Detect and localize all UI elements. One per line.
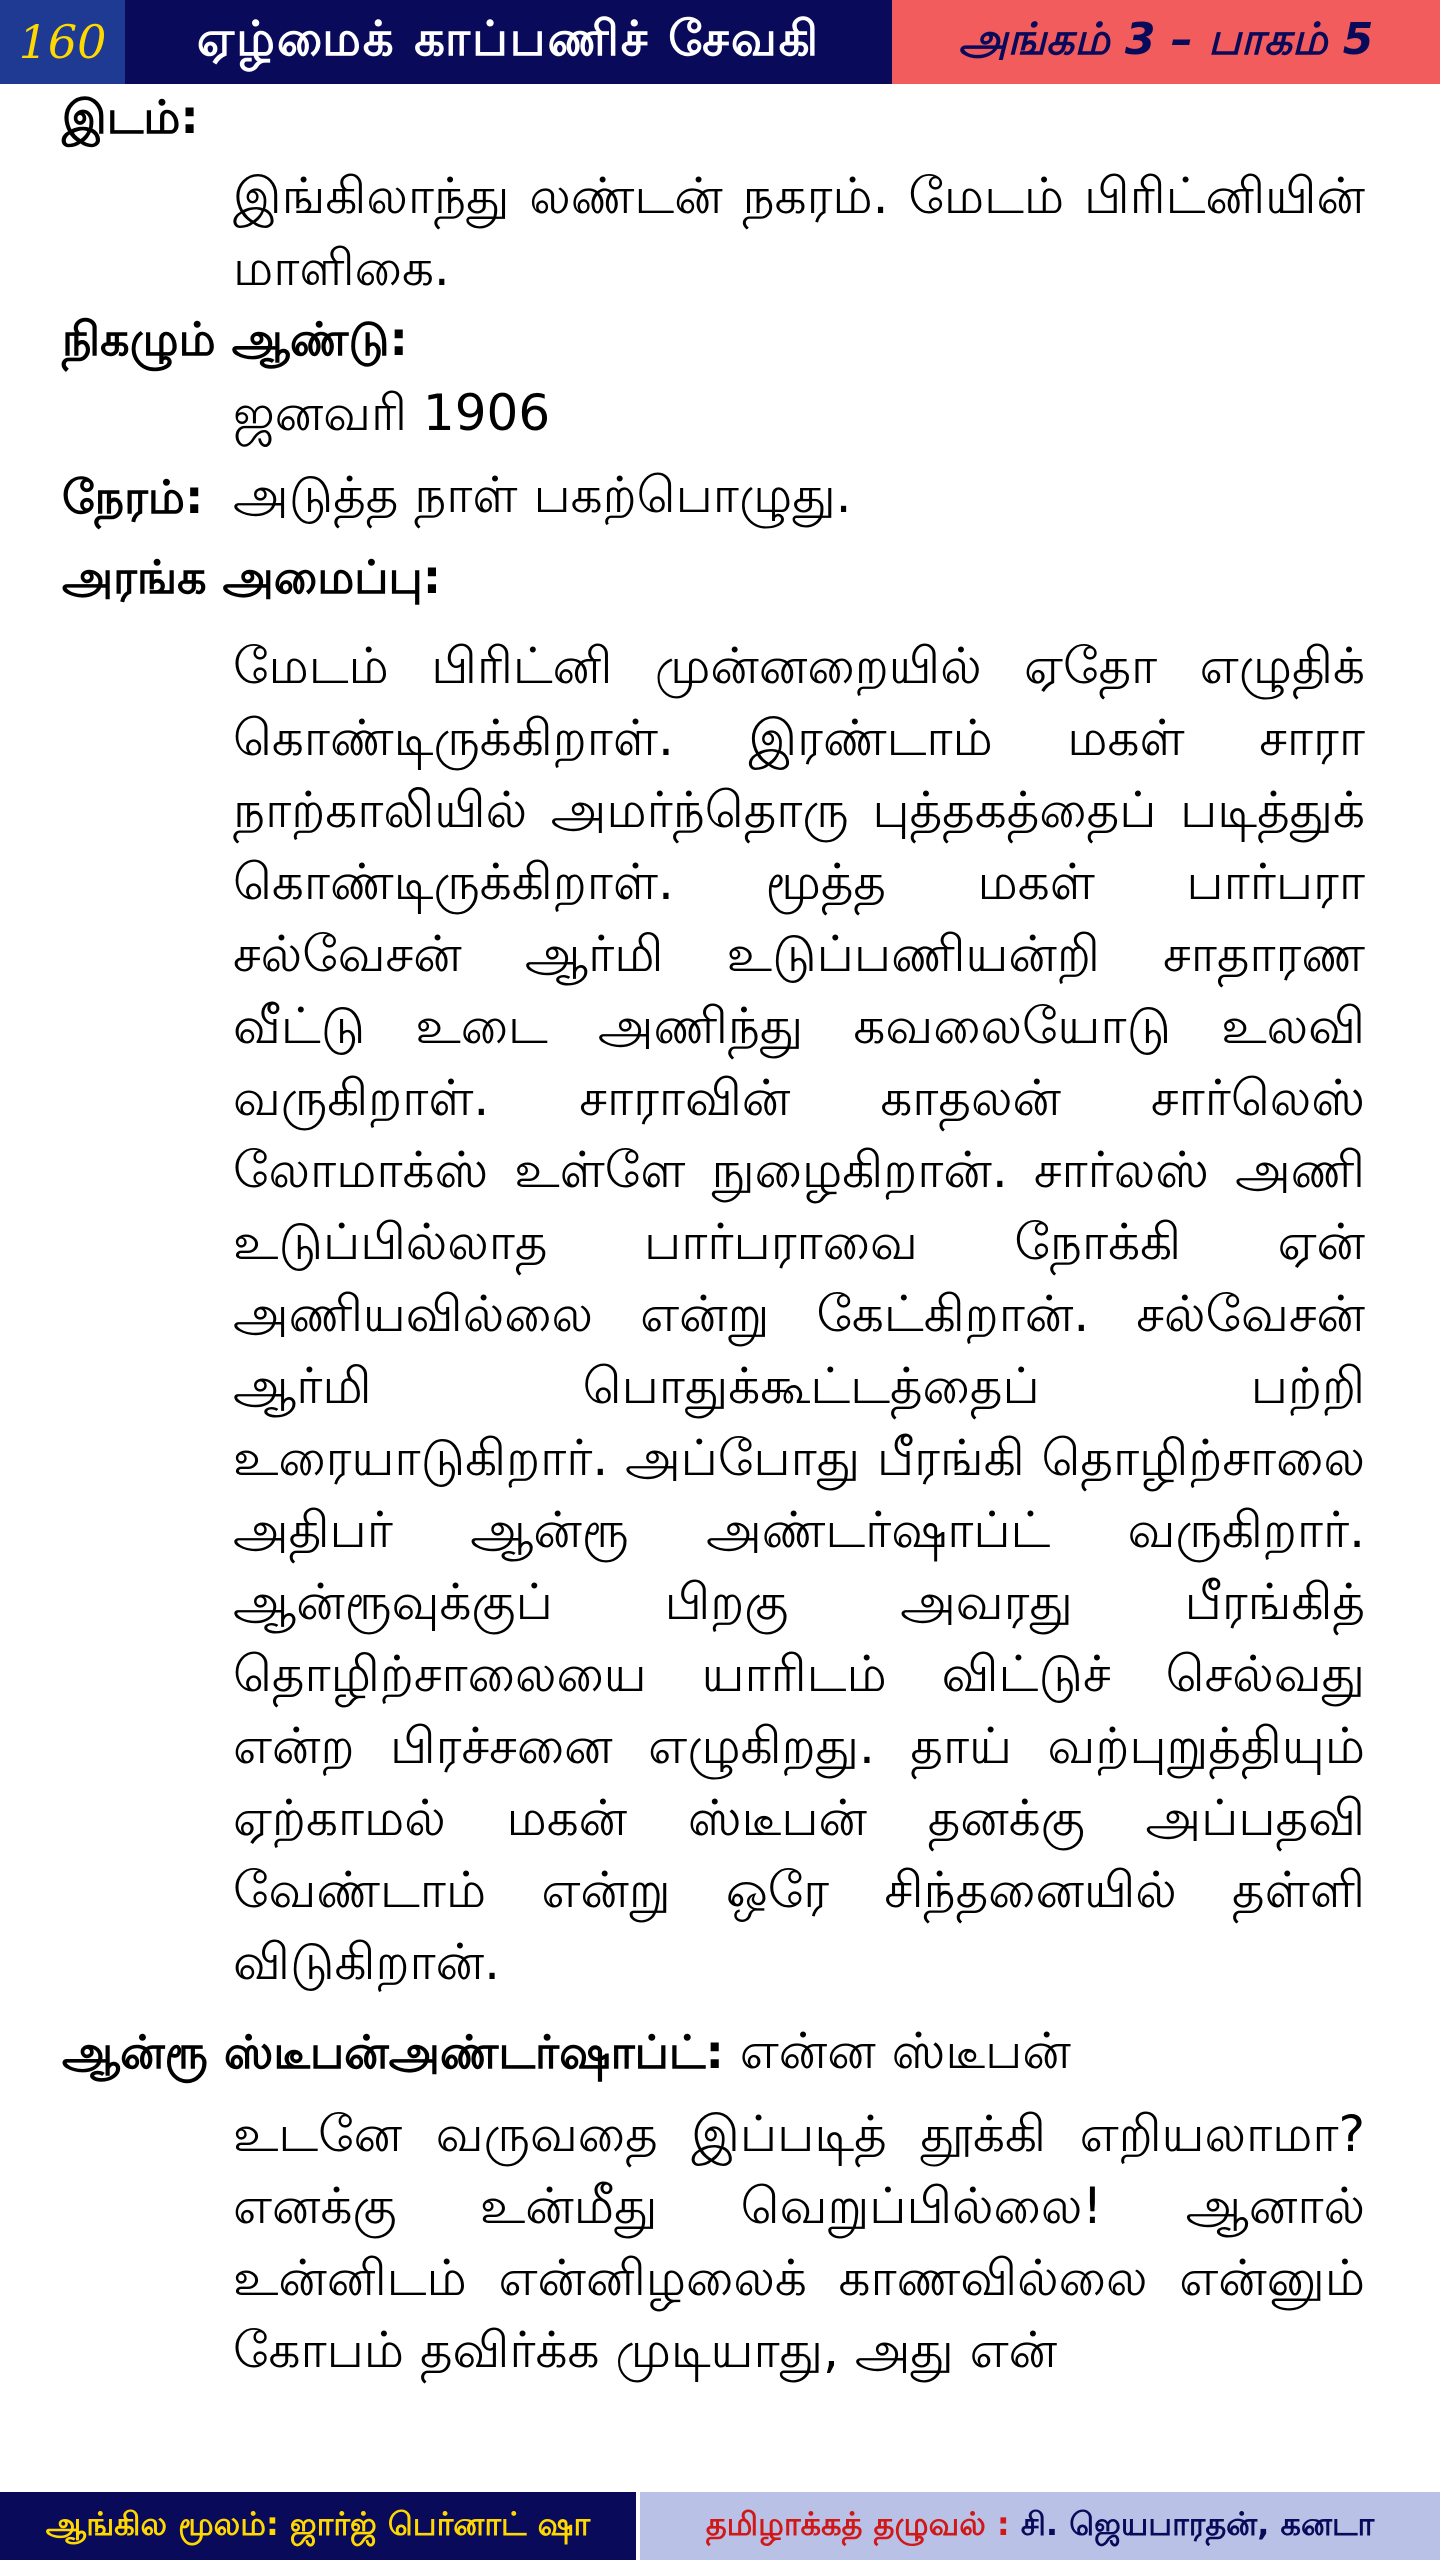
dialogue-first-line [62, 2022, 1365, 2087]
book-title: ஏழ்மைக் காப்பணிச் சேவகி [125, 0, 892, 84]
dialogue-opening: என்ன ஸ்டீபன் [739, 2022, 1071, 2080]
time-label: நேரம்: [62, 470, 204, 524]
source-author: ஜார்ஜ் பெர்னாட் ஷா [289, 2505, 591, 2543]
translator-name: சி. ஜெயபாரதன், கனடா [1020, 2505, 1375, 2543]
page-header [0, 0, 1440, 84]
speaker-name: ஆன்ரூ ஸ்டீபன்அண்டர்ஷாப்ட்: [62, 2025, 724, 2079]
stage-label: அரங்க அமைப்பு: [62, 550, 442, 604]
place-text: இங்கிலாந்து லண்டன் நகரம். மேடம் பிரிட்னியின் மாளிகை. [233, 167, 1365, 297]
page-number: 160 [0, 0, 125, 84]
translator-credit [640, 2492, 1440, 2560]
year-label: நிகழும் ஆண்டு: [62, 312, 408, 366]
source-credit [0, 2492, 640, 2560]
time-text: அடுத்த நாள் பகற்பொழுது. [233, 466, 852, 524]
stage-text: மேடம் பிரிட்னி முன்னறையில் ஏதோ எழுதிக் கொண்டிருக்கிறாள். இரண்டாம் மகள் சாரா நாற்காலியில் அமர்ந்தொரு புத்தகத்தைப் படித்துக் கொண்டிருக்கிறாள். மூத்த மகள் பார்பரா சல்வேசன் ஆர்மி உடுப்பணியன்றி சாதாரண வீட்டு உடை அணிந்து கவலையோடு உலவி வருகிறாள். சாராவின் காதலன் சார்லெஸ் லோமாக்ஸ் உள்ளே நுழைகிறான். சார்லஸ் அணி உடுப்பில்லாத பார்பராவை நோக்கி ஏன் அணியவில்லை என்று கேட்கிறான். சல்வேசன் ஆர்மி பொதுக்கூட்டத்தைப் பற்றி உரையாடுகிறார். அப்போது பீரங்கி தொழிற்சாலை அதிபர் ஆன்ரூ அண்டர்ஷாப்ட் வருகிறார். ஆன்ரூவுக்குப் பிறகு அவரது பீரங்கித் தொழிற்சாலையை யாரிடம் விட்டுச் செல்வது என்ற பிரச்சனை எழுகிறது. தாய் வற்புறுத்தியும் ஏற்காமல் மகன் ஸ்டீபன் தனக்கு அப்பதவி வேண்டாம் என்று ஒரே சிந்தனையில் தள்ளி விடுகிறான். [233, 637, 1365, 1991]
place-label: இடம்: [62, 90, 199, 144]
source-label: ஆங்கில மூலம்: [45, 2505, 279, 2543]
year-text: ஜனவரி 1906 [233, 384, 551, 442]
section-label: அங்கம் 3 – பாகம் 5 [892, 0, 1440, 84]
page-footer [0, 2492, 1440, 2560]
translator-label: தமிழாக்கத் தழுவல் : [705, 2505, 1010, 2543]
dialogue-text: உடனே வருவதை இப்படித் தூக்கி எறியலாமா? எனக்கு உன்மீது வெறுப்பில்லை! ஆனால் உன்னிடம் என்னிழலைக் காணவில்லை என்னும் கோபம் தவிர்க்க முடியாது, அது என் [233, 2105, 1365, 2379]
